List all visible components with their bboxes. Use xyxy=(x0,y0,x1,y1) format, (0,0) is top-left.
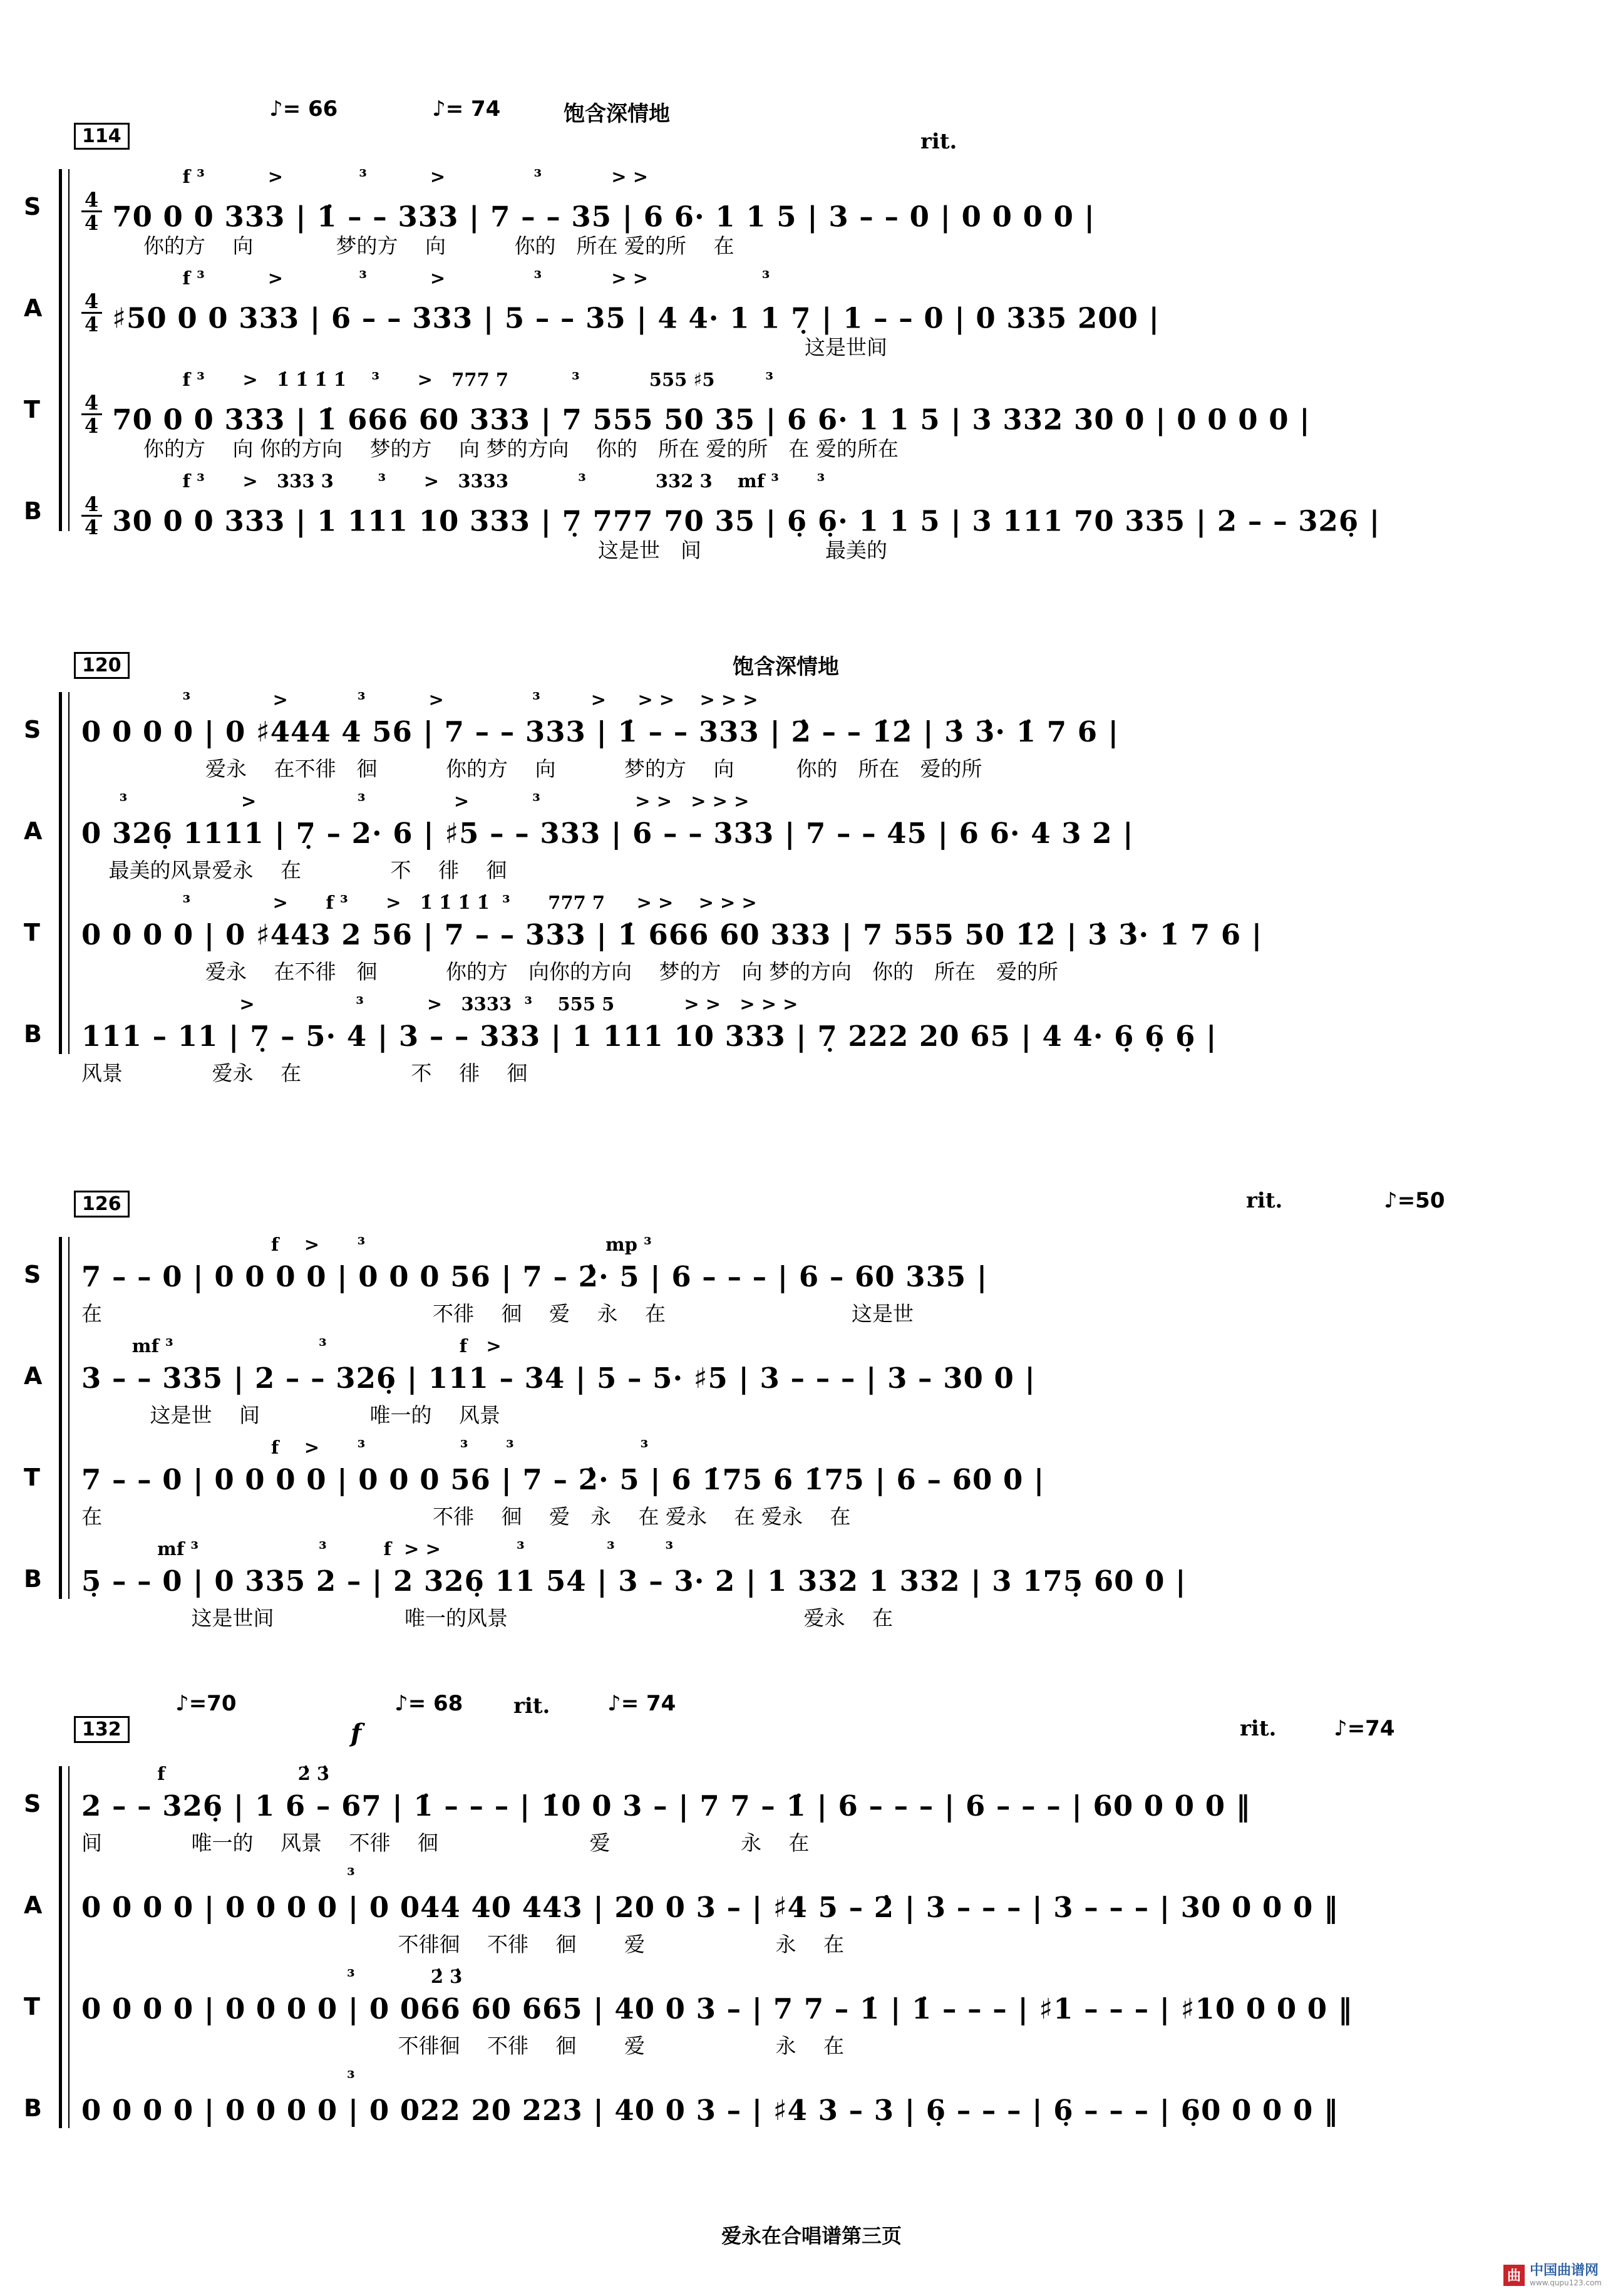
lyrics-line: 这是世 间 唯一的 风景 xyxy=(81,1403,500,1427)
rit-mark: rit. xyxy=(1240,1716,1277,1741)
system-1-header xyxy=(81,94,1610,163)
measure-number-box: 132 xyxy=(74,1716,130,1743)
watermark-logo-icon: 曲 xyxy=(1503,2265,1525,2286)
lyrics-line: 最美的风景爱永 在 不 徘 徊 xyxy=(81,858,507,882)
voice-label: S xyxy=(24,716,41,743)
tempo-mark: ♪=74 xyxy=(1334,1716,1395,1741)
voice-row-bass xyxy=(24,2064,1610,2166)
tempo-mark: ♪= 74 xyxy=(432,96,501,122)
tempo-mark: ♪= 66 xyxy=(269,96,338,122)
voice-row-tenor xyxy=(24,1963,1610,2064)
voice-row-bass xyxy=(24,1535,1610,1637)
notation-text: 0 0 0 0 | 0 ♯443 2 56 | 7 – – 333 | 1̇ 666 60 333 | 7 555 50 1̇2̇ | 3̇ 3̇· 1̇ 7 6 | xyxy=(81,918,1263,951)
tempo-mark: ♪=50 xyxy=(1384,1188,1445,1213)
site-watermark xyxy=(1503,2263,1602,2287)
lyrics-line: 间 唯一的 风景 不徘 徊 爱 永 在 xyxy=(81,1831,810,1855)
expression-text: 饱含深情地 xyxy=(564,101,670,127)
annotation-line: f ³ > ³ > ³ > > ³ xyxy=(81,267,770,289)
annotation-line: f 2̇ 3̇ xyxy=(81,1763,330,1784)
music-line xyxy=(81,2092,1610,2133)
music-line xyxy=(81,391,1610,438)
voice-label: T xyxy=(24,919,40,946)
voice-label: S xyxy=(24,1261,41,1288)
notation-text: 0 0 0 0 | 0 0 0 0 | 0 044 40 443 | 20 0 3 – | ♯4 5 – 2̇ | 3 – – – | 3 – – – | 30 0 0 0 ‖ xyxy=(81,1891,1339,1924)
music-line xyxy=(81,1563,1610,1604)
music-line xyxy=(81,1018,1610,1059)
voice-label: A xyxy=(24,817,43,845)
annotation-line: mf ³ ³ f > xyxy=(81,1335,502,1357)
tempo-mark: ♪= 68 xyxy=(394,1691,463,1716)
system-3 xyxy=(24,1187,1610,1637)
lyrics-line: 你的方 向 你的方向 梦的方 向 梦的方向 你的 所在 爱的所 在 爱的所在 xyxy=(81,437,899,461)
voice-row-soprano xyxy=(24,1760,1610,1861)
notation-text: 0 326̣ 1111 | 7̣ – 2· 6 | ♯5 – – 333 | 6 – – 333 | 7 – – 45 | 6 6· 4 3 2 | xyxy=(81,817,1134,850)
music-line xyxy=(81,815,1610,856)
music-line xyxy=(81,916,1610,958)
voice-label: T xyxy=(24,1464,40,1491)
voice-row-bass xyxy=(24,467,1610,569)
annotation-line: mf ³ ³ f > > ³ ³ ³ xyxy=(81,1538,674,1559)
notation-text: 0 0 0 0 | 0 0 0 0 | 0 066 60 665 | 40 0 3 – | 7 7 – 1̇ | 1̇ – – – | ♯1 – – – | ♯10 0 0 0 ‖ xyxy=(81,1992,1353,2025)
notation-text: 7 – – 0 | 0 0 0 0 | 0 0 0 56 | 7 – 2̇· 5 | 6 – – – | 6 – 60 335 | xyxy=(81,1260,988,1293)
system-bracket xyxy=(59,1766,70,2128)
notation-text: 3 – – 335 | 2 – – 326̣ | 111 – 34 | 5 – 5· ♯5 | 3 – – – | 3 – 30 0 | xyxy=(81,1362,1036,1395)
measure-number-box: 126 xyxy=(74,1191,130,1218)
system-4-header xyxy=(81,1691,1610,1760)
voice-row-soprano xyxy=(24,686,1610,787)
rit-mark: rit. xyxy=(920,129,957,154)
system-3-header xyxy=(81,1187,1610,1231)
voice-label: B xyxy=(24,1020,42,1048)
notation-text: 70 0 0 333 | 1̇ 666 60 333 | 7 555 50 35 | 6 6· 1 1 5 | 3 332 30 0 | 0 0 0 0 | xyxy=(112,403,1311,437)
watermark-url: www.qupu123.com xyxy=(1530,2278,1602,2287)
music-line xyxy=(81,188,1610,235)
notation-text: 7 – – 0 | 0 0 0 0 | 0 0 0 56 | 7 – 2̇· 5 | 6 1̇75 6 1̇75 | 6 – 60 0 | xyxy=(81,1463,1045,1496)
voice-row-alto xyxy=(24,787,1610,889)
voice-row-tenor xyxy=(24,1434,1610,1535)
system-4 xyxy=(24,1691,1610,2166)
lyrics-line: 这是世间 xyxy=(81,335,887,359)
annotation-line: f ³ > 1̇ 1̇ 1̇ 1̇ ³ > 777 7 ³ 555 ♯5 ³ xyxy=(81,369,774,390)
lyrics-line: 这是世 间 最美的 xyxy=(81,538,887,562)
annotation-line: ³ xyxy=(81,1864,355,1886)
system-bracket xyxy=(59,169,70,531)
voice-label: A xyxy=(24,1891,43,1919)
music-line xyxy=(81,1889,1610,1930)
voice-label: T xyxy=(24,396,40,423)
voice-label: S xyxy=(24,1790,41,1818)
annotation-line: f ³ > ³ > ³ > > xyxy=(81,166,648,187)
lyrics-line: 在 不徘 徊 爱 永 在 这是世 xyxy=(81,1301,914,1326)
annotation-line: ³ > f ³ > 1̇ 1̇ 1̇ 1̇ ³ 777 7 > > > > > xyxy=(81,892,757,913)
lyrics-line: 你的方 向 梦的方 向 你的 所在 爱的所 在 xyxy=(81,234,734,258)
voice-row-alto xyxy=(24,1332,1610,1434)
voice-label: B xyxy=(24,1565,42,1593)
system-bracket xyxy=(59,692,70,1054)
voice-label: B xyxy=(24,497,42,525)
tempo-mark: ♪= 74 xyxy=(607,1691,676,1716)
watermark-title: 中国曲谱网 xyxy=(1530,2262,1599,2278)
notation-text: 70 0 0 333 | 1̇ – – 333 | 7 – – 35 | 6 6· 1 1 5 | 3 – – 0 | 0 0 0 0 | xyxy=(112,200,1095,234)
voice-label: T xyxy=(24,1993,40,2020)
annotation-line: f > ³ ³ ³ ³ xyxy=(81,1437,649,1458)
annotation-line: ³ xyxy=(81,2067,355,2089)
music-line xyxy=(81,713,1610,755)
time-signature: $\frac{4}{4}$ xyxy=(81,292,102,334)
voice-label: A xyxy=(24,294,43,322)
voice-label: S xyxy=(24,193,41,220)
notation-text: 111 – 11 | 7̣ – 5· 4 | 3 – – 333 | 1 111 10 333 | 7̣ 222 20 65 | 4 4· 6̣ 6̣ 6̣ | xyxy=(81,1020,1217,1053)
page-footer-title: 爱永在合唱谱第三页 xyxy=(721,2224,902,2248)
music-line xyxy=(81,1360,1610,1401)
measure-number-box: 114 xyxy=(74,123,130,150)
annotation-line: ³ 2̇ 3̇ xyxy=(81,1966,463,1987)
lyrics-line: 在 不徘 徊 爱 永 在 爱永 在 爱永 在 xyxy=(81,1504,851,1529)
annotation-line: f > ³ mp ³ xyxy=(81,1234,652,1255)
system-1 xyxy=(24,94,1610,569)
system-2-header xyxy=(81,648,1610,686)
voice-row-soprano xyxy=(24,163,1610,264)
lyrics-line: 爱永 在不徘 徊 你的方 向你的方向 梦的方 向 梦的方向 你的 所在 爱的所 xyxy=(81,959,1058,984)
voice-row-soprano xyxy=(24,1231,1610,1332)
annotation-line: ³ > ³ > ³ > > > > > xyxy=(81,790,750,812)
voice-row-tenor xyxy=(24,889,1610,990)
notation-text: 30 0 0 333 | 1 111 10 333 | 7̣ 777 70 35 | 6̣ 6̣· 1 1 5 | 3 111 70 335 | 2 – – 326̣ | xyxy=(112,504,1381,538)
dynamic-f: f xyxy=(351,1719,362,1748)
time-signature: $\frac{4}{4}$ xyxy=(81,393,102,436)
tempo-mark: ♪=70 xyxy=(175,1691,237,1716)
lyrics-line xyxy=(81,2133,1610,2166)
lyrics-line: 不徘徊 不徘 徊 爱 永 在 xyxy=(81,2034,844,2058)
music-line xyxy=(81,289,1610,337)
voice-row-alto xyxy=(24,264,1610,366)
annotation-line: > ³ > 3333 ³ 555 5 > > > > > xyxy=(81,993,798,1015)
lyrics-line: 这是世间 唯一的风景 爱永 在 xyxy=(81,1606,893,1630)
voice-row-bass xyxy=(24,990,1610,1092)
expression-text: 饱含深情地 xyxy=(733,654,839,680)
music-line xyxy=(81,492,1610,540)
notation-text: ♯50 0 0 333 | 6 – – 333 | 5 – – 35 | 4 4· 1 1 7̣ | 1 – – 0 | 0 335 200 | xyxy=(112,301,1160,335)
notation-text: 0 0 0 0 | 0 ♯444 4 56 | 7 – – 333 | 1̇ – – 333 | 2̇ – – 1̇2̇ | 3̇ 3̇· 1̇ 7 6 | xyxy=(81,715,1120,748)
rit-mark: rit. xyxy=(1246,1188,1283,1213)
music-line xyxy=(81,1990,1610,2032)
voice-row-tenor xyxy=(24,366,1610,467)
voice-label: A xyxy=(24,1362,43,1390)
annotation-line: f ³ > 333 3 ³ > 3333 ³ 332 3 mf ³ ³ xyxy=(81,470,825,492)
notation-text: 2 – – 326̣ | 1 6 – 67 | 1̇ – – – | 1̇0 0 3 – | 7 7 – 1̇ | 6 – – – | 6 – – – | 60 0 0 0 ‖ xyxy=(81,1789,1251,1823)
lyrics-line: 不徘徊 不徘 徊 爱 永 在 xyxy=(81,1932,844,1957)
rit-mark: rit. xyxy=(513,1694,550,1719)
music-line xyxy=(81,1787,1610,1829)
time-signature: $\frac{4}{4}$ xyxy=(81,495,102,537)
system-bracket xyxy=(59,1237,70,1599)
notation-text: 5̣ – – 0 | 0 335 2 – | 2 326̣ 11 54 | 3 – 3· 2 | 1 332 1 332 | 3 175̣ 60 0 | xyxy=(81,1564,1187,1598)
system-2 xyxy=(24,648,1610,1092)
voice-row-alto xyxy=(24,1861,1610,1963)
music-line xyxy=(81,1258,1610,1300)
lyrics-line: 风景 爱永 在 不 徘 徊 xyxy=(81,1061,528,1085)
measure-number-box: 120 xyxy=(74,652,130,679)
annotation-line: ³ > ³ > ³ > > > > > > xyxy=(81,689,758,710)
time-signature: $\frac{4}{4}$ xyxy=(81,190,102,233)
lyrics-line: 爱永 在不徘 徊 你的方 向 梦的方 向 你的 所在 爱的所 xyxy=(81,757,982,781)
notation-text: 0 0 0 0 | 0 0 0 0 | 0 022 20 223 | 40 0 3 – | ♯4 3 – 3 | 6̣ – – – | 6̣ – – – | 6̣0 0 0 0 ‖ xyxy=(81,2094,1339,2127)
voice-label: B xyxy=(24,2094,42,2122)
music-line xyxy=(81,1461,1610,1502)
